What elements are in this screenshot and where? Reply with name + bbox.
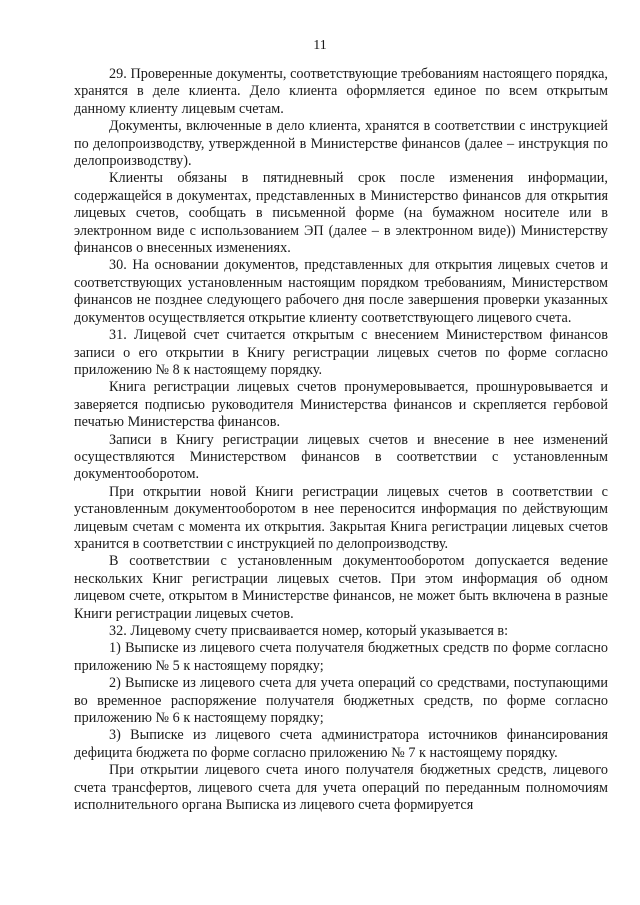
paragraph-clients-obliged: Клиенты обязаны в пятидневный срок после изменения информации, содержащейся в документах, представленных в Министерство финансов для открытия лицевых счетов, сообщать в письменной форме (на бумажном носителе или в электронном виде с использованием ЭП (далее – в электронном виде)) Министерству финансов о внесенных изменениях. xyxy=(74,170,608,257)
paragraph-29: 29. Проверенные документы, соответствующие требованиям настоящего порядка, хранятся в деле клиента. Дело клиента оформляется единое по всем открытым данному клиенту лицевым счетам. xyxy=(74,66,608,117)
page-number: 11 xyxy=(313,38,327,53)
document-body xyxy=(74,66,608,814)
list-item-1: 1) Выписке из лицевого счета получателя бюджетных средств по форме согласно приложению № 5 к настоящему порядку; xyxy=(74,640,608,674)
paragraph-other-recipient: При открытии лицевого счета иного получателя бюджетных средств, лицевого счета трансфертов, лицевого счета для учета операций по переданным полномочиям исполнительного органа Выписка из лицевого счета формируется xyxy=(74,762,608,814)
paragraph-multiple-books: В соответствии с установленным документооборотом допускается ведение нескольких Книг регистрации лицевых счетов. При этом информация об одном лицевом счете, открытом в Министерстве финансов, не может быть включена в разные Книги регистрации лицевых счетов. xyxy=(74,553,608,622)
paragraph-new-book: При открытии новой Книги регистрации лицевых счетов в соответствии с установленным документооборотом в нее переносится информация по действующим лицевым счетам с момента их открытия. Закрытая Книга регистрации лицевых счетов хранится в соответствии с инструкцией по делопроизводству. xyxy=(74,483,608,552)
list-item-2: 2) Выписке из лицевого счета для учета операций со средствами, поступающими во временное распоряжение получателя бюджетных средств, по форме согласно приложению № 6 к настоящему порядку; xyxy=(74,675,608,727)
paragraph-book-numbered: Книга регистрации лицевых счетов пронумеровывается, прошнуровывается и заверяется подписью руководителя Министерства финансов и скрепляется гербовой печатью Министерства финансов. xyxy=(74,379,608,431)
list-item-3: 3) Выписке из лицевого счета администратора источников финансирования дефицита бюджета по форме согласно приложению № 7 к настоящему порядку. xyxy=(74,727,608,761)
paragraph-32: 32. Лицевому счету присваивается номер, который указывается в: xyxy=(109,623,509,639)
paragraph-documents-stored: Документы, включенные в дело клиента, хранятся в соответствии с инструкцией по делопроизводству, утвержденной в Министерстве финансов (далее – инструкция по делопроизводству). xyxy=(74,118,608,170)
paragraph-30: 30. На основании документов, представленных для открытия лицевых счетов и соответствующих установленным настоящим порядком требованиям, Министерством финансов не позднее следующего рабочего дня после завершения проверки указанных документов осуществляется открытие клиенту соответствующего лицевого счета. xyxy=(74,257,608,326)
paragraph-book-records: Записи в Книгу регистрации лицевых счетов и внесение в нее изменений осуществляются Министерством финансов в соответствии с установленным документооборотом. xyxy=(74,431,608,483)
paragraph-31: 31. Лицевой счет считается открытым с внесением Министерством финансов записи о его открытии в Книгу регистрации лицевых счетов по форме согласно приложению № 8 к настоящему порядку. xyxy=(74,327,608,378)
